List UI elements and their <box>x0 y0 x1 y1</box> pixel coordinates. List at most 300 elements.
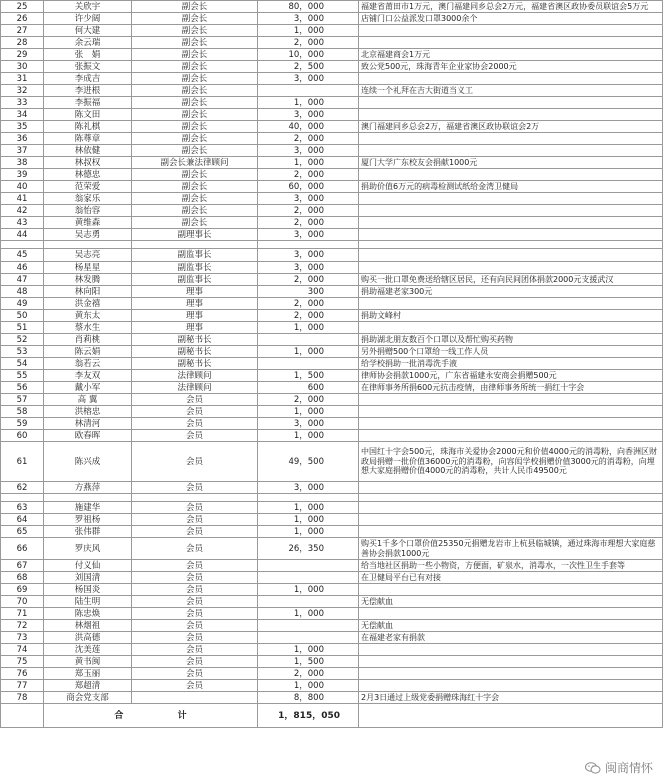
donation-amount: 2，000 <box>258 274 359 286</box>
donation-note <box>359 668 663 680</box>
donation-note <box>359 25 663 37</box>
row-number: 40 <box>1 181 44 193</box>
member-role: 副监事长 <box>132 274 258 286</box>
donation-note: 在卫健局平台已有对接 <box>359 572 663 584</box>
donation-note <box>359 241 663 249</box>
donation-note <box>359 169 663 181</box>
row-number: 65 <box>1 526 44 538</box>
member-role: 副会长 <box>132 73 258 85</box>
member-role: 会员 <box>132 572 258 584</box>
member-name: 陈礼棋 <box>44 121 132 133</box>
donation-note: 捐助福建老家300元 <box>359 286 663 298</box>
member-role: 会员 <box>132 406 258 418</box>
row-number: 41 <box>1 193 44 205</box>
member-name: 洪榕忠 <box>44 406 132 418</box>
row-number: 44 <box>1 229 44 241</box>
table-row <box>1 97 663 109</box>
member-name: 林依健 <box>44 145 132 157</box>
donation-amount: 2，000 <box>258 133 359 145</box>
donation-amount: 1，000 <box>258 346 359 358</box>
donation-note <box>359 133 663 145</box>
row-number: 69 <box>1 584 44 596</box>
member-role: 法律顾问 <box>132 382 258 394</box>
table-row <box>1 169 663 181</box>
member-role: 会员 <box>132 644 258 656</box>
member-role <box>132 692 258 704</box>
donation-amount: 3，000 <box>258 482 359 494</box>
table-row <box>1 13 663 25</box>
member-role <box>132 241 258 249</box>
donation-amount: 3，000 <box>258 193 359 205</box>
donation-note <box>359 229 663 241</box>
row-number: 37 <box>1 145 44 157</box>
table-row <box>1 37 663 49</box>
member-role: 会员 <box>132 668 258 680</box>
row-number: 67 <box>1 560 44 572</box>
donation-table-body <box>1 1 663 704</box>
donation-note: 无偿献血 <box>359 596 663 608</box>
donation-note <box>359 584 663 596</box>
donation-amount: 1，000 <box>258 584 359 596</box>
row-number: 60 <box>1 430 44 442</box>
table-row <box>1 620 663 632</box>
row-number: 72 <box>1 620 44 632</box>
donation-note <box>359 526 663 538</box>
donation-note <box>359 680 663 692</box>
member-name: 蔡水生 <box>44 322 132 334</box>
member-role: 会员 <box>132 596 258 608</box>
table-row <box>1 73 663 85</box>
donation-note: 2月3日通过上级党委捐赠珠海红十字会 <box>359 692 663 704</box>
total-label <box>44 704 258 728</box>
table-row <box>1 109 663 121</box>
member-name: 李成吉 <box>44 73 132 85</box>
donation-amount: 1，000 <box>258 406 359 418</box>
donation-note: 致公党500元，珠海青年企业家协会2000元 <box>359 61 663 73</box>
row-number: 43 <box>1 217 44 229</box>
total-note <box>359 704 663 728</box>
donation-note: 无偿献血 <box>359 620 663 632</box>
row-number: 57 <box>1 394 44 406</box>
member-name: 陈尊章 <box>44 133 132 145</box>
donation-amount <box>258 85 359 97</box>
member-name: 沈美莲 <box>44 644 132 656</box>
member-role: 副会长 <box>132 85 258 97</box>
table-row <box>1 430 663 442</box>
member-name: 陆生明 <box>44 596 132 608</box>
donation-note: 购买一批口罩免费送给辖区居民，还有向民间团体捐款2000元支援武汉 <box>359 274 663 286</box>
donation-amount <box>258 560 359 572</box>
member-role: 理事 <box>132 310 258 322</box>
row-number: 76 <box>1 668 44 680</box>
table-row <box>1 394 663 406</box>
member-name: 陈兴成 <box>44 442 132 482</box>
table-row <box>1 482 663 494</box>
member-role: 副会长 <box>132 97 258 109</box>
table-row <box>1 502 663 514</box>
table-row <box>1 249 663 262</box>
member-role: 会员 <box>132 482 258 494</box>
table-row <box>1 692 663 704</box>
table-row <box>1 322 663 334</box>
member-role: 副会长 <box>132 193 258 205</box>
member-name: 翁若云 <box>44 358 132 370</box>
member-role: 会员 <box>132 538 258 560</box>
table-row <box>1 370 663 382</box>
member-name: 吴志勇 <box>44 229 132 241</box>
donation-amount: 2，000 <box>258 668 359 680</box>
member-name: 翁怡容 <box>44 205 132 217</box>
donation-note <box>359 322 663 334</box>
member-role: 法律顾问 <box>132 370 258 382</box>
member-role: 副理事长 <box>132 229 258 241</box>
donation-amount <box>258 572 359 584</box>
member-name: 杨星星 <box>44 262 132 274</box>
donation-amount: 8，800 <box>258 692 359 704</box>
row-number: 77 <box>1 680 44 692</box>
donation-amount: 2，500 <box>258 61 359 73</box>
table-row <box>1 644 663 656</box>
member-role: 会员 <box>132 442 258 482</box>
row-number: 38 <box>1 157 44 169</box>
table-row <box>1 145 663 157</box>
table-row <box>1 229 663 241</box>
row-number: 64 <box>1 514 44 526</box>
table-row <box>1 262 663 274</box>
member-name: 施建华 <box>44 502 132 514</box>
member-role: 会员 <box>132 560 258 572</box>
donation-note: 另外捐赠500个口罩给一线工作人员 <box>359 346 663 358</box>
donation-note: 福建省莆田市1万元，澳门福建同乡总会2万元，福建省澳区政协委员联谊会5万元 <box>359 1 663 13</box>
table-row <box>1 406 663 418</box>
donation-note <box>359 608 663 620</box>
table-row <box>1 274 663 286</box>
member-role: 副会长 <box>132 133 258 145</box>
donation-amount <box>258 632 359 644</box>
member-name: 林德忠 <box>44 169 132 181</box>
table-row <box>1 656 663 668</box>
member-name: 黄东太 <box>44 310 132 322</box>
table-row <box>1 526 663 538</box>
table-row <box>1 121 663 133</box>
donation-amount: 1，000 <box>258 514 359 526</box>
row-number: 70 <box>1 596 44 608</box>
member-name: 林发腾 <box>44 274 132 286</box>
member-name: 李进根 <box>44 85 132 97</box>
member-role: 副会长 <box>132 13 258 25</box>
row-number: 26 <box>1 13 44 25</box>
table-row <box>1 334 663 346</box>
total-row <box>1 704 663 728</box>
donation-amount: 3，000 <box>258 249 359 262</box>
donation-note <box>359 502 663 514</box>
row-number: 63 <box>1 502 44 514</box>
member-name: 罗祖杨 <box>44 514 132 526</box>
row-number: 54 <box>1 358 44 370</box>
row-number: 59 <box>1 418 44 430</box>
member-role: 副会长 <box>132 181 258 193</box>
member-role: 副会长 <box>132 145 258 157</box>
member-role: 会员 <box>132 514 258 526</box>
donation-note: 购买1千多个口罩价值25350元捐赠龙岩市上杭县临城镇，通过珠海市理想大家庭慈善协会捐款1000元 <box>359 538 663 560</box>
donation-note <box>359 145 663 157</box>
member-role: 会员 <box>132 584 258 596</box>
total-label-right: 计 <box>177 710 187 721</box>
donation-note <box>359 494 663 502</box>
row-number: 53 <box>1 346 44 358</box>
row-number: 58 <box>1 406 44 418</box>
donation-amount <box>258 596 359 608</box>
member-name: 李振福 <box>44 97 132 109</box>
donation-note <box>359 298 663 310</box>
table-row <box>1 346 663 358</box>
row-number: 33 <box>1 97 44 109</box>
donation-amount: 1，000 <box>258 526 359 538</box>
donation-note <box>359 644 663 656</box>
member-role: 副会长 <box>132 109 258 121</box>
table-row <box>1 205 663 217</box>
member-name: 陈忠焕 <box>44 608 132 620</box>
member-name: 刘国清 <box>44 572 132 584</box>
donation-amount: 1，000 <box>258 430 359 442</box>
table-row <box>1 25 663 37</box>
table-row <box>1 514 663 526</box>
donation-note: 中国红十字会500元，珠海市关爱协会2000元和价值4000元的消毒粉，向香洲区财政局捐赠一批价值36000元的消毒粉，向容闳学校捐赠价值3000元的消毒粉，向埋想大家庭捐赠价值4000元的消毒粉，共计人民币49500元 <box>359 442 663 482</box>
total-label-left: 合 <box>114 710 124 721</box>
donation-note <box>359 418 663 430</box>
row-number: 28 <box>1 37 44 49</box>
donation-amount <box>258 334 359 346</box>
total-spacer <box>1 704 44 728</box>
member-name: 陈文田 <box>44 109 132 121</box>
table-row <box>1 310 663 322</box>
donation-note: 给当地社区捐助一些小物资，方便面，矿泉水，消毒水，一次性卫生手套等 <box>359 560 663 572</box>
table-row <box>1 85 663 97</box>
member-name: 张伟群 <box>44 526 132 538</box>
member-role: 会员 <box>132 608 258 620</box>
member-role: 副会长 <box>132 1 258 13</box>
donation-amount: 49，500 <box>258 442 359 482</box>
member-role: 副秘书长 <box>132 346 258 358</box>
row-number: 42 <box>1 205 44 217</box>
row-number: 47 <box>1 274 44 286</box>
member-role: 副会长 <box>132 61 258 73</box>
table-row <box>1 358 663 370</box>
table-row <box>1 286 663 298</box>
row-number: 56 <box>1 382 44 394</box>
donation-note: 律师协会捐款1000元，广东省福建永安商会捐赠500元 <box>359 370 663 382</box>
donation-note <box>359 37 663 49</box>
member-name: 张 娟 <box>44 49 132 61</box>
donation-note <box>359 262 663 274</box>
table-row <box>1 193 663 205</box>
member-name <box>44 494 132 502</box>
donation-note <box>359 430 663 442</box>
donation-amount: 3，000 <box>258 73 359 85</box>
member-role: 会员 <box>132 620 258 632</box>
row-number: 73 <box>1 632 44 644</box>
member-name: 杨国炎 <box>44 584 132 596</box>
donation-note: 给学校捐助一批消毒洗手液 <box>359 358 663 370</box>
donation-amount: 600 <box>258 382 359 394</box>
table-row <box>1 632 663 644</box>
donation-note: 厦门大学广东校友会捐献1000元 <box>359 157 663 169</box>
table-row <box>1 668 663 680</box>
member-role: 副会长 <box>132 25 258 37</box>
member-role: 副会长 <box>132 217 258 229</box>
donation-amount: 1，000 <box>258 502 359 514</box>
member-role: 副秘书长 <box>132 358 258 370</box>
table-row <box>1 181 663 193</box>
donation-note <box>359 73 663 85</box>
donation-note <box>359 109 663 121</box>
blank-row <box>1 241 663 249</box>
donation-amount <box>258 358 359 370</box>
donation-note: 捐助价值6万元的病毒检测试纸给金湾卫健局 <box>359 181 663 193</box>
donation-amount: 80，000 <box>258 1 359 13</box>
row-number: 25 <box>1 1 44 13</box>
donation-amount: 10，000 <box>258 49 359 61</box>
table-row <box>1 596 663 608</box>
row-number: 29 <box>1 49 44 61</box>
donation-note <box>359 482 663 494</box>
donation-amount: 3，000 <box>258 418 359 430</box>
donation-note <box>359 217 663 229</box>
donation-note: 澳门福建同乡总会2万，福建省澳区政协联谊会2万 <box>359 121 663 133</box>
row-number: 78 <box>1 692 44 704</box>
member-role: 副监事长 <box>132 249 258 262</box>
member-role: 会员 <box>132 656 258 668</box>
row-number <box>1 241 44 249</box>
row-number: 32 <box>1 85 44 97</box>
member-role: 会员 <box>132 430 258 442</box>
donation-note <box>359 249 663 262</box>
member-name: 郑超清 <box>44 680 132 692</box>
member-name: 罗庆风 <box>44 538 132 560</box>
row-number: 48 <box>1 286 44 298</box>
donation-amount: 1，000 <box>258 157 359 169</box>
donation-amount: 1，000 <box>258 322 359 334</box>
member-name: 商会党支部 <box>44 692 132 704</box>
donation-amount: 2，000 <box>258 394 359 406</box>
row-number: 39 <box>1 169 44 181</box>
row-number: 68 <box>1 572 44 584</box>
member-role: 副会长 <box>132 37 258 49</box>
blank-row <box>1 494 663 502</box>
donation-amount: 1，000 <box>258 25 359 37</box>
member-name <box>44 241 132 249</box>
donation-note <box>359 394 663 406</box>
member-name: 吴志亮 <box>44 249 132 262</box>
donation-amount: 1，500 <box>258 370 359 382</box>
donation-amount: 3，000 <box>258 229 359 241</box>
donation-amount: 2，000 <box>258 37 359 49</box>
row-number: 66 <box>1 538 44 560</box>
row-number: 51 <box>1 322 44 334</box>
donation-note <box>359 97 663 109</box>
member-role: 副会长 <box>132 49 258 61</box>
member-role: 会员 <box>132 680 258 692</box>
row-number: 31 <box>1 73 44 85</box>
donation-amount: 300 <box>258 286 359 298</box>
member-name: 高 翼 <box>44 394 132 406</box>
member-name: 关欣宇 <box>44 1 132 13</box>
table-row <box>1 680 663 692</box>
row-number: 74 <box>1 644 44 656</box>
member-name: 黄书闽 <box>44 656 132 668</box>
table-row <box>1 133 663 145</box>
donation-note <box>359 406 663 418</box>
donation-note <box>359 193 663 205</box>
watermark <box>581 758 657 777</box>
table-row <box>1 157 663 169</box>
member-name: 郑玉丽 <box>44 668 132 680</box>
donation-amount: 1，500 <box>258 656 359 668</box>
table-row <box>1 538 663 560</box>
donation-note: 店铺门口公益派发口罩3000余个 <box>359 13 663 25</box>
table-row <box>1 418 663 430</box>
row-number: 49 <box>1 298 44 310</box>
table-row <box>1 49 663 61</box>
member-name: 林叔权 <box>44 157 132 169</box>
donation-note: 捐助文峰村 <box>359 310 663 322</box>
row-number: 62 <box>1 482 44 494</box>
member-role: 副监事长 <box>132 262 258 274</box>
donation-amount: 1，000 <box>258 644 359 656</box>
wechat-icon <box>585 762 601 774</box>
member-role <box>132 494 258 502</box>
donation-note <box>359 656 663 668</box>
member-name: 林烟祖 <box>44 620 132 632</box>
member-role: 会员 <box>132 394 258 406</box>
table-row <box>1 298 663 310</box>
member-role: 理事 <box>132 286 258 298</box>
member-role: 会员 <box>132 502 258 514</box>
row-number <box>1 494 44 502</box>
member-role: 副会长 <box>132 205 258 217</box>
member-role: 会员 <box>132 526 258 538</box>
member-name: 肖莉桃 <box>44 334 132 346</box>
donation-amount: 3，000 <box>258 109 359 121</box>
donation-amount: 1，000 <box>258 97 359 109</box>
row-number: 52 <box>1 334 44 346</box>
member-name: 欧春晖 <box>44 430 132 442</box>
table-row <box>1 572 663 584</box>
table-row <box>1 608 663 620</box>
donation-amount: 2，000 <box>258 217 359 229</box>
member-name: 翁家乐 <box>44 193 132 205</box>
member-name: 方燕萍 <box>44 482 132 494</box>
table-row <box>1 442 663 482</box>
donation-amount: 40，000 <box>258 121 359 133</box>
donation-amount: 3，000 <box>258 262 359 274</box>
member-role: 会员 <box>132 418 258 430</box>
table-row <box>1 560 663 572</box>
member-name: 黄维森 <box>44 217 132 229</box>
donation-amount <box>258 241 359 249</box>
member-name: 林清河 <box>44 418 132 430</box>
row-number: 27 <box>1 25 44 37</box>
table-row <box>1 217 663 229</box>
watermark-text: 闽商情怀 <box>604 761 653 775</box>
member-name: 林向阳 <box>44 286 132 298</box>
donation-amount: 2，000 <box>258 298 359 310</box>
row-number: 30 <box>1 61 44 73</box>
donation-note: 北京福建商会1万元 <box>359 49 663 61</box>
row-number: 36 <box>1 133 44 145</box>
member-role: 副会长 <box>132 121 258 133</box>
table-row <box>1 584 663 596</box>
